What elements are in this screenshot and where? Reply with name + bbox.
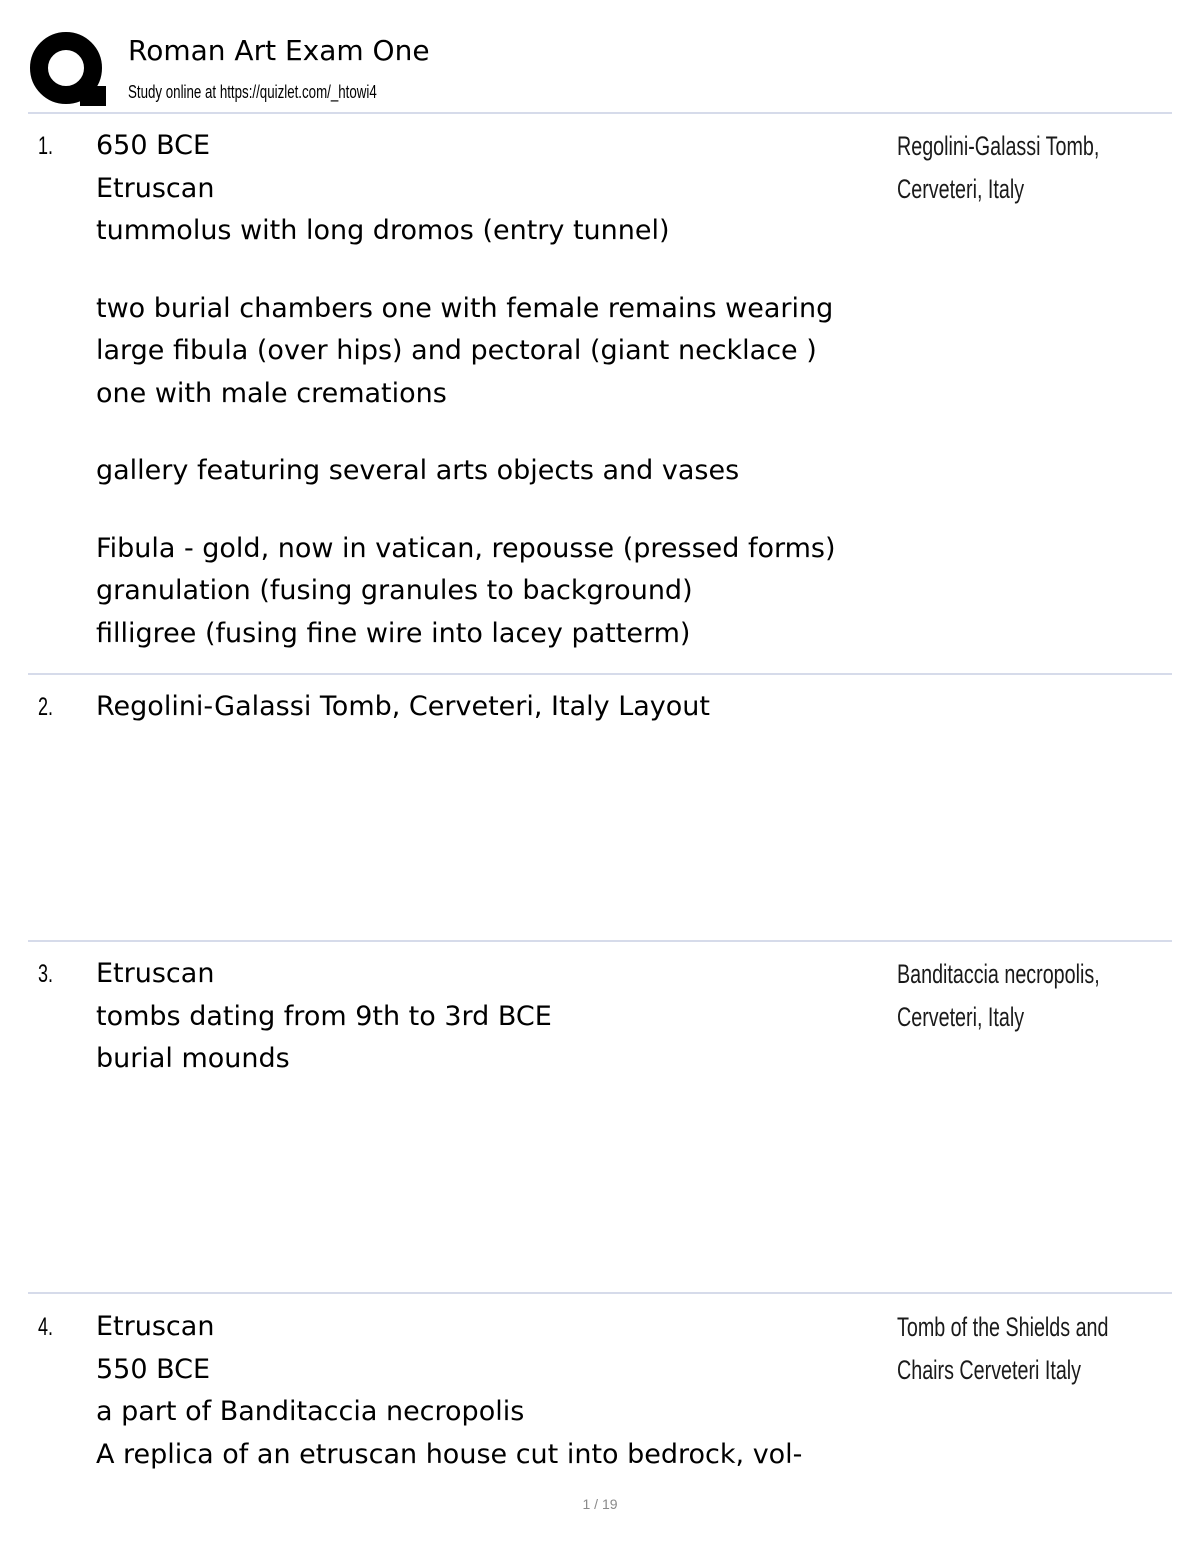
page-header [0,0,1200,112]
quizlet-q-logo-icon [30,30,110,110]
divider [28,940,1172,942]
term-line: Etruscan [96,1311,215,1342]
card-term [96,1306,896,1476]
divider [28,112,1172,114]
term-line: gallery featuring several arts objects and vases [96,455,740,486]
term-line: Fibula - gold, now in vatican, repousse (pressed forms) [96,532,836,564]
document-title: Roman Art Exam One [128,34,430,67]
term-line: tombs dating from 9th to 3rd BCE [96,1000,552,1032]
term-line: 550 BCE [96,1353,211,1385]
term-line: A replica of an etruscan house cut into bedrock, vol- [96,1438,803,1470]
card-definition [897,953,1100,1039]
definition-line: Banditaccia necropolis, [897,959,1100,989]
card-number: 1. [38,132,54,160]
term-line: 650 BCE [96,130,211,161]
term-line: a part of Banditaccia necropolis [96,1396,525,1427]
definition-line: Tomb of the Shields and [897,1312,1109,1342]
card-term [96,953,896,1081]
divider [28,673,1172,675]
card-definition [897,1306,1108,1392]
card-number: 4. [38,1313,54,1341]
term-line: Regolini-Galassi Tomb, Cerveteri, Italy Layout [96,691,710,722]
definition-line: Cerveteri, Italy [897,174,1025,204]
card-term [96,125,896,655]
term-line: tummolus with long dromos (entry tunnel) [96,215,670,246]
card-number: 2. [38,693,54,721]
definition-line: Chairs Cerveteri Italy [897,1355,1082,1385]
term-line: granulation (fusing granules to background) [96,575,693,606]
study-link-text[interactable]: Study online at https://quizlet.com/_htowi4 [128,82,377,102]
card-definition [897,125,1099,211]
card-number: 3. [38,960,54,988]
term-line: Etruscan [96,958,215,989]
term-line: two burial chambers one with female remains wearing [96,292,834,324]
term-line: large fibula (over hips) and pectoral (giant necklace ) [96,335,817,366]
term-line: filligree (fusing fine wire into lacey patterm) [96,617,691,649]
definition-line: Cerveteri, Italy [897,1002,1025,1032]
divider [28,1292,1172,1294]
term-line: one with male cremations [96,377,447,409]
term-line: burial mounds [96,1043,290,1074]
page-indicator: 1 / 19 [582,1496,618,1512]
term-line: Etruscan [96,172,215,204]
definition-line: Regolini-Galassi Tomb, [897,131,1100,161]
card-term [96,686,896,729]
